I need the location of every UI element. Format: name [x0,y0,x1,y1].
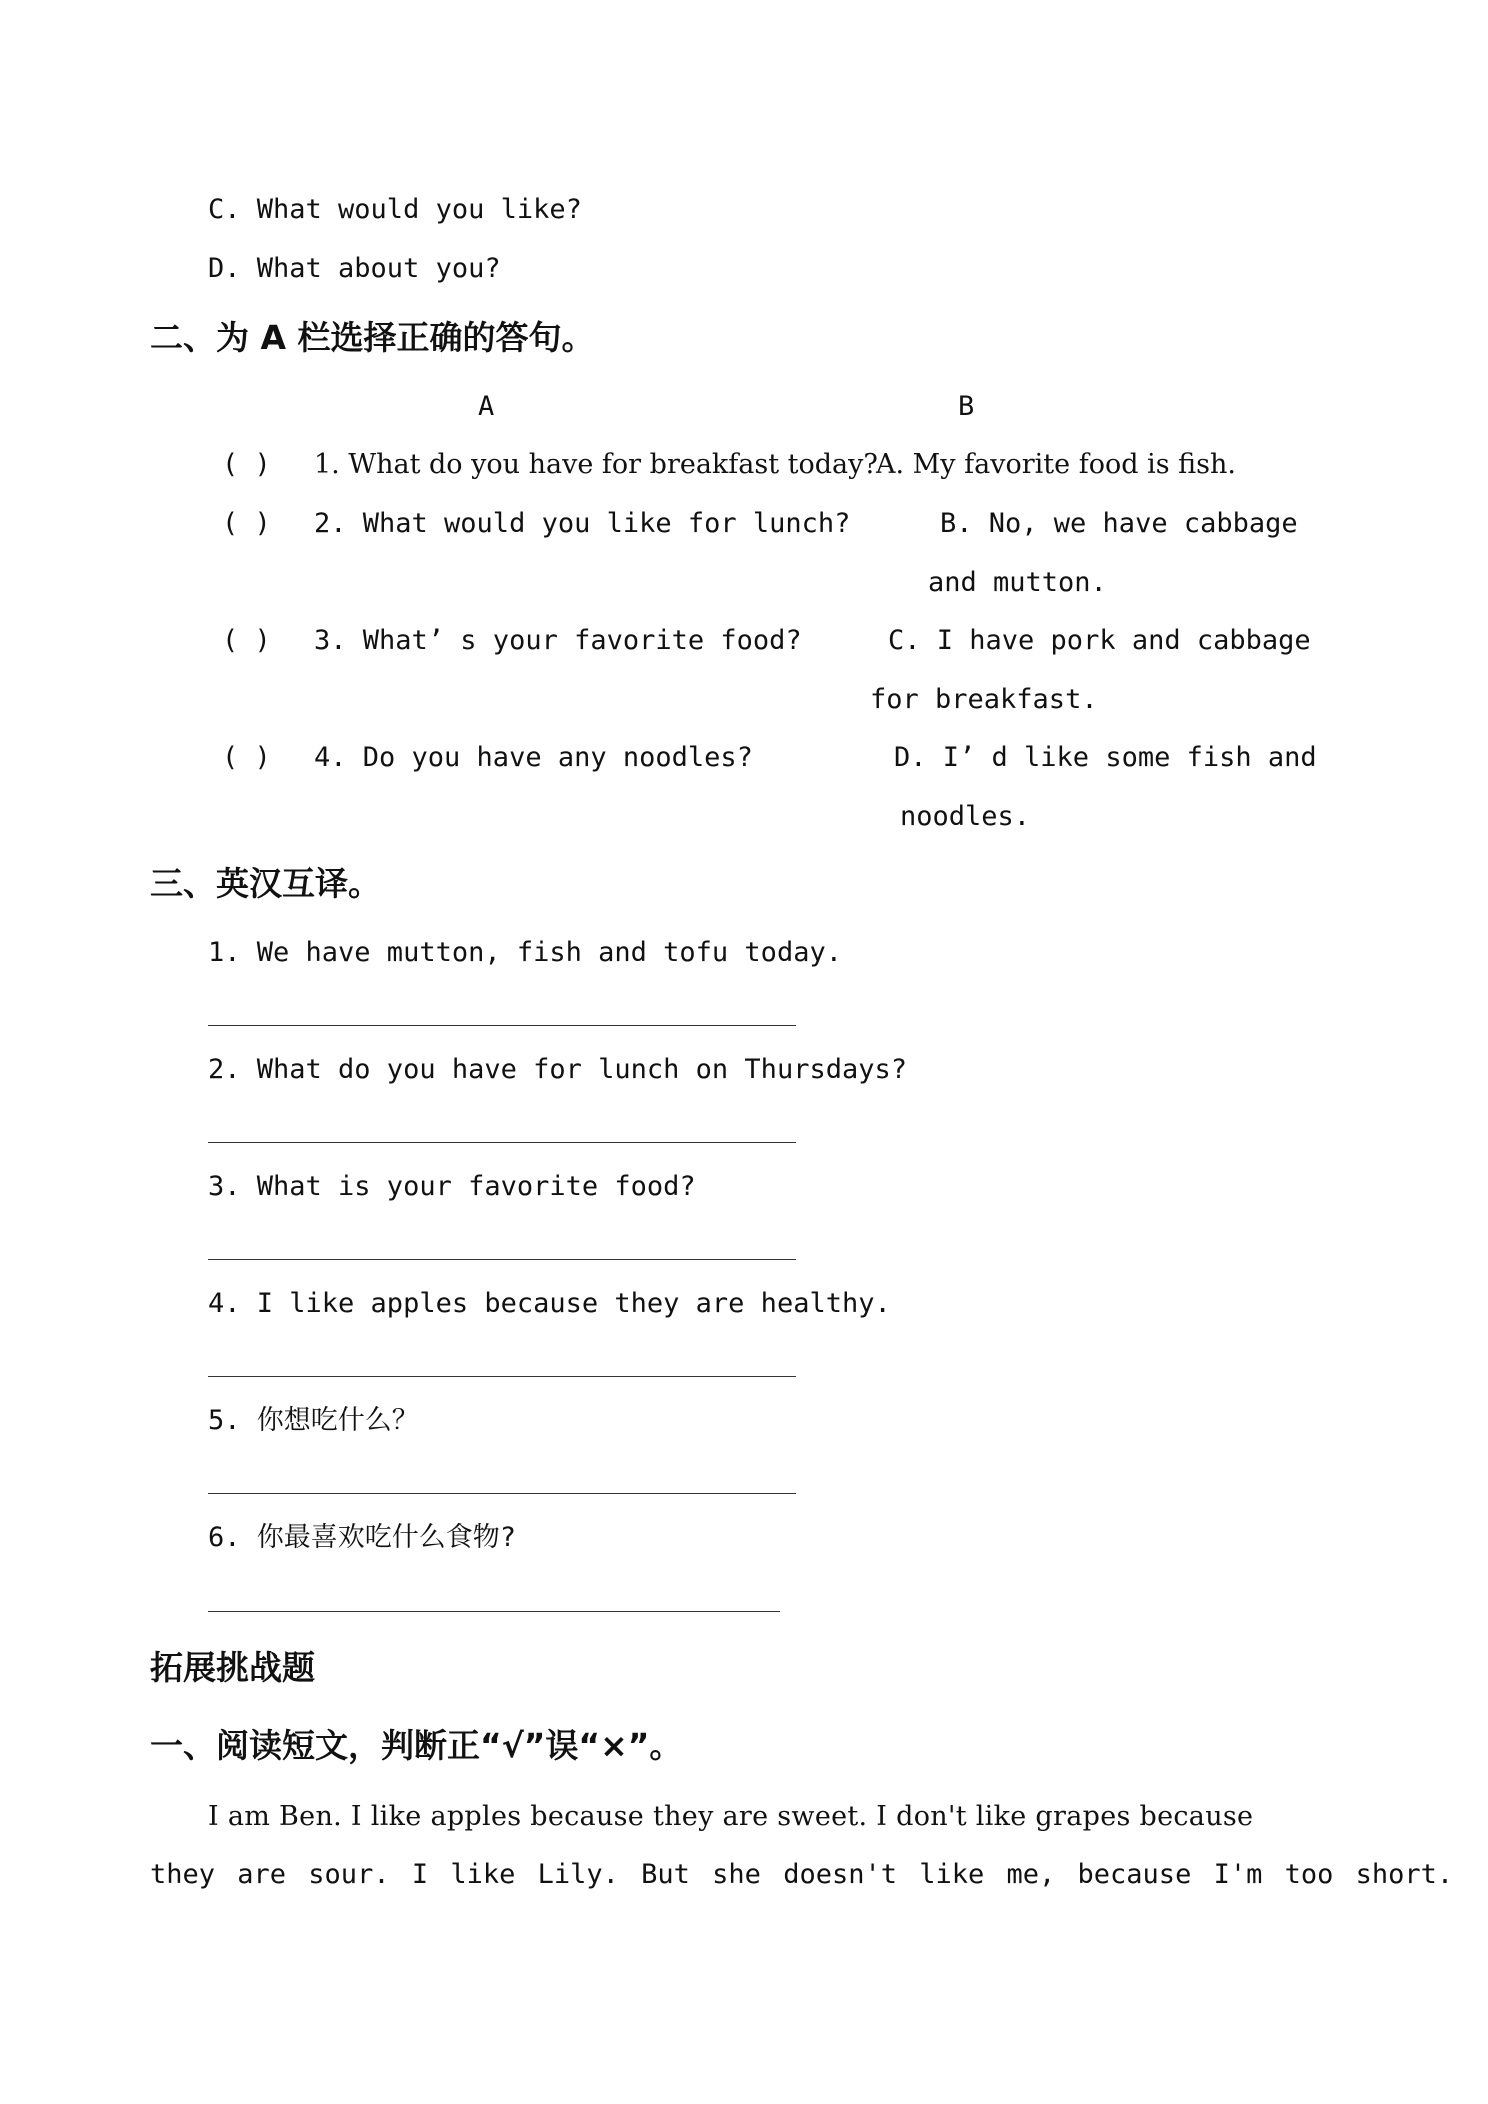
match-answer-d-cont: noodles. [900,801,1031,832]
translate-item-3: 3. What is your favorite food? [208,1171,696,1202]
match-answer-c: C. I have pork and cabbage [888,625,1311,656]
answer-line-6[interactable] [208,1611,780,1612]
option-d: D. What about you? [208,253,501,284]
translate-item-5: 5. 你想吃什么？ [208,1405,419,1436]
answer-line-4[interactable] [208,1376,796,1377]
match-question-4: 4. Do you have any noodles? [314,742,753,773]
answer-line-5[interactable] [208,1493,796,1494]
reading-passage-line-2: they are sour. I like Lily. But she doesn't like me, because I'm too short. [150,1859,1454,1890]
match-question-2: 2. What would you like for lunch? [314,508,851,539]
match-answer-b: B. No, we have cabbage [940,508,1298,539]
match-question-1: 1. What do you have for breakfast today? [314,449,878,480]
translate-item-2: 2. What do you have for lunch on Thursdays? [208,1054,907,1085]
match-question-3: 3. What’ s your favorite food? [314,625,802,656]
translate-item-4: 4. I like apples because they are healthy. [208,1288,891,1319]
translate-item-6: 6. 你最喜欢吃什么食物? [208,1522,517,1553]
answer-line-1[interactable] [208,1025,796,1026]
match-answer-d: D. I’ d like some fish and [894,742,1317,773]
match-answer-c-cont: for breakfast. [870,684,1098,715]
column-b-label: B [958,391,975,422]
match-answer-a: A. My favorite food is fish. [876,449,1236,480]
section2-heading: 二、为 A 栏选择正确的答句。 [150,318,595,357]
answer-line-2[interactable] [208,1142,796,1143]
answer-blank-3[interactable]: ( ) [222,625,271,656]
option-c: C. What would you like? [208,194,582,225]
answer-blank-2[interactable]: ( ) [222,508,271,539]
answer-blank-4[interactable]: ( ) [222,742,271,773]
extension-title: 拓展挑战题 [150,1648,315,1687]
extension-heading: 一、阅读短文，判断正“√”误“×”。 [150,1726,683,1765]
translate-item-1: 1. We have mutton, fish and tofu today. [208,937,842,968]
answer-line-3[interactable] [208,1259,796,1260]
match-answer-b-cont: and mutton. [928,567,1107,598]
section3-heading: 三、英汉互译。 [150,864,381,903]
reading-passage-line-1: I am Ben. I like apples because they are sweet. I don't like grapes because [208,1801,1254,1832]
column-a-label: A [478,391,495,422]
answer-blank-1[interactable]: ( ) [222,449,271,480]
